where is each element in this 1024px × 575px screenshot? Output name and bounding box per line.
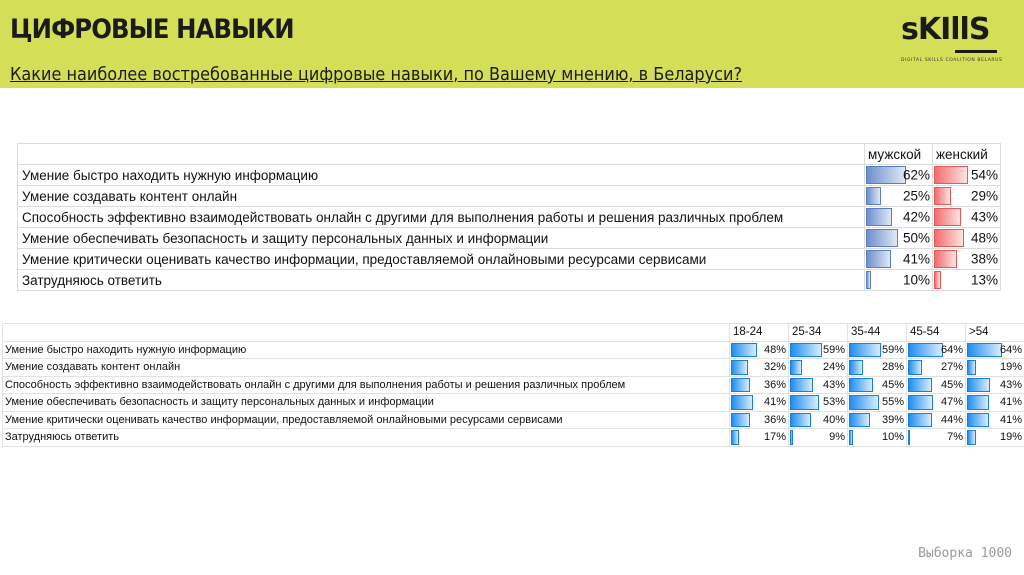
- age-value-cell: [730, 394, 789, 412]
- age-series-header: >54: [966, 324, 1024, 342]
- age-value-cell: [789, 411, 848, 429]
- age-series-header: 35-44: [848, 324, 907, 342]
- age-value-cell: [730, 359, 789, 377]
- age-row: [3, 341, 1024, 359]
- age-bar: [967, 343, 1002, 358]
- gender-value-cell: [865, 249, 933, 270]
- gender-table: [17, 143, 1001, 291]
- age-value-cell: [966, 429, 1024, 447]
- age-value-cell: [730, 429, 789, 447]
- age-data-label: 59%: [822, 343, 845, 356]
- age-bar: [731, 378, 750, 393]
- age-data-label: 24%: [822, 361, 845, 374]
- age-row: [3, 359, 1024, 377]
- gender-data-label: 48%: [970, 230, 998, 246]
- gender-bar: [866, 229, 898, 247]
- age-value-cell: [848, 429, 907, 447]
- age-data-label: 36%: [763, 378, 786, 391]
- age-bar: [967, 395, 989, 410]
- age-value-cell: [907, 376, 966, 394]
- gender-bar: [866, 208, 892, 226]
- age-data-label: 45%: [940, 378, 963, 391]
- age-bar: [731, 430, 739, 445]
- gender-data-label: 29%: [970, 188, 998, 204]
- survey-question: Какие наиболее востребованные цифровые навыки, по Вашему мнению, в Беларуси?: [10, 65, 742, 85]
- age-bar: [908, 413, 932, 428]
- gender-bar: [934, 208, 961, 226]
- age-data-label: 59%: [881, 343, 904, 356]
- age-bar: [790, 413, 811, 428]
- age-series-header: 18-24: [730, 324, 789, 342]
- age-bar: [849, 413, 870, 428]
- age-bar: [967, 430, 976, 445]
- gender-row-label: Умение критически оценивать качество информации, предоставляемой онлайновыми ресурсами сервисами: [18, 249, 865, 270]
- age-value-cell: [789, 376, 848, 394]
- age-data-label: 32%: [763, 361, 786, 374]
- gender-data-label: 42%: [902, 209, 930, 225]
- age-row: [3, 376, 1024, 394]
- gender-bar: [934, 271, 941, 289]
- age-value-cell: [789, 341, 848, 359]
- age-bar: [790, 395, 819, 410]
- gender-value-cell: [933, 165, 1001, 186]
- gender-series-header: женский: [933, 144, 1001, 165]
- age-bar: [790, 430, 793, 445]
- age-value-cell: [907, 394, 966, 412]
- age-value-cell: [789, 429, 848, 447]
- age-table: [2, 323, 1024, 447]
- gender-data-label: 41%: [902, 251, 930, 267]
- gender-row: [18, 207, 1001, 228]
- age-data-label: 45%: [881, 378, 904, 391]
- age-bar: [731, 343, 757, 358]
- age-bar: [967, 413, 989, 428]
- age-value-cell: [907, 411, 966, 429]
- gender-header-blank: [18, 144, 865, 165]
- age-bar: [731, 413, 750, 428]
- age-value-cell: [789, 359, 848, 377]
- age-bar: [908, 395, 933, 410]
- age-data-label: 28%: [881, 361, 904, 374]
- gender-row: [18, 270, 1001, 291]
- gender-data-label: 43%: [970, 209, 998, 225]
- age-header-blank: [3, 324, 730, 342]
- gender-value-cell: [865, 270, 933, 291]
- gender-header-row: [18, 144, 1001, 165]
- gender-bar: [934, 166, 968, 184]
- sample-size-note: Выборка 1000: [918, 546, 1012, 561]
- age-value-cell: [966, 394, 1024, 412]
- age-bar: [967, 360, 976, 375]
- logo-wordmark: sKIllS: [901, 12, 990, 47]
- gender-data-label: 13%: [970, 272, 998, 288]
- gender-row-label: Умение создавать контент онлайн: [18, 186, 865, 207]
- age-bar: [908, 343, 943, 358]
- age-header-row: [3, 324, 1024, 342]
- gender-value-cell: [933, 207, 1001, 228]
- age-value-cell: [966, 359, 1024, 377]
- age-row: [3, 429, 1024, 447]
- age-bar: [908, 360, 922, 375]
- gender-row: [18, 228, 1001, 249]
- gender-row: [18, 165, 1001, 186]
- age-data-label: 48%: [763, 343, 786, 356]
- age-value-cell: [848, 411, 907, 429]
- age-value-cell: [789, 394, 848, 412]
- age-data-label: 64%: [999, 343, 1022, 356]
- age-value-cell: [730, 376, 789, 394]
- age-value-cell: [907, 359, 966, 377]
- age-data-label: 41%: [999, 413, 1022, 426]
- skills-logo: [895, 10, 1007, 70]
- gender-value-cell: [865, 228, 933, 249]
- age-value-cell: [907, 429, 966, 447]
- gender-data-label: 50%: [902, 230, 930, 246]
- age-series-header: 45-54: [907, 324, 966, 342]
- age-data-label: 36%: [763, 413, 786, 426]
- age-bar: [790, 378, 813, 393]
- gender-row-label: Затрудняюсь ответить: [18, 270, 865, 291]
- age-bar: [967, 378, 990, 393]
- age-row: [3, 411, 1024, 429]
- gender-row-label: Умение обеспечивать безопасность и защиту персональных данных и информации: [18, 228, 865, 249]
- age-value-cell: [966, 376, 1024, 394]
- age-data-label: 43%: [999, 378, 1022, 391]
- age-data-label: 19%: [999, 361, 1022, 374]
- age-bar: [731, 395, 753, 410]
- age-value-cell: [730, 411, 789, 429]
- gender-value-cell: [865, 165, 933, 186]
- gender-value-cell: [933, 249, 1001, 270]
- age-data-label: 64%: [940, 343, 963, 356]
- gender-row-label: Умение быстро находить нужную информацию: [18, 165, 865, 186]
- age-bar: [908, 430, 910, 445]
- gender-bar: [934, 250, 957, 268]
- age-row: [3, 394, 1024, 412]
- gender-bar: [866, 187, 881, 205]
- age-data-label: 40%: [822, 413, 845, 426]
- gender-series-header: мужской: [865, 144, 933, 165]
- age-bar: [849, 360, 863, 375]
- gender-bar: [934, 229, 964, 247]
- gender-value-cell: [933, 270, 1001, 291]
- age-data-label: 10%: [881, 431, 904, 444]
- age-data-label: 41%: [763, 396, 786, 409]
- age-data-label: 19%: [999, 431, 1022, 444]
- age-row-label: Умение обеспечивать безопасность и защиту персональных данных и информации: [3, 394, 730, 412]
- age-value-cell: [848, 359, 907, 377]
- gender-row: [18, 249, 1001, 270]
- age-data-label: 55%: [881, 396, 904, 409]
- age-data-label: 7%: [947, 431, 963, 444]
- age-row-label: Способность эффективно взаимодействовать онлайн с другими для выполнения работы и решения различных проблем: [3, 376, 730, 394]
- age-bar: [849, 378, 873, 393]
- gender-value-cell: [865, 207, 933, 228]
- gender-data-label: 54%: [970, 167, 998, 183]
- age-value-cell: [848, 394, 907, 412]
- age-row-label: Умение быстро находить нужную информацию: [3, 341, 730, 359]
- age-row-label: Умение критически оценивать качество информации, предоставляемой онлайновыми ресурсами сервисами: [3, 411, 730, 429]
- gender-bar: [866, 166, 906, 184]
- age-value-cell: [966, 341, 1024, 359]
- age-data-label: 9%: [829, 431, 845, 444]
- age-row-label: Умение создавать контент онлайн: [3, 359, 730, 377]
- age-bar: [908, 378, 932, 393]
- age-series-header: 25-34: [789, 324, 848, 342]
- age-bar: [849, 430, 853, 445]
- gender-value-cell: [865, 186, 933, 207]
- age-bar: [849, 395, 879, 410]
- gender-data-label: 10%: [902, 272, 930, 288]
- age-data-label: 39%: [881, 413, 904, 426]
- age-data-label: 17%: [763, 431, 786, 444]
- age-value-cell: [966, 411, 1024, 429]
- gender-data-label: 25%: [902, 188, 930, 204]
- page-title: ЦИФРОВЫЕ НАВЫКИ: [10, 14, 294, 45]
- age-value-cell: [907, 341, 966, 359]
- age-bar: [790, 360, 802, 375]
- gender-row: [18, 186, 1001, 207]
- age-value-cell: [848, 376, 907, 394]
- age-bar: [790, 343, 822, 358]
- age-value-cell: [848, 341, 907, 359]
- logo-underline: [955, 50, 997, 53]
- gender-value-cell: [933, 186, 1001, 207]
- gender-bar: [934, 187, 951, 205]
- gender-value-cell: [933, 228, 1001, 249]
- gender-bar: [866, 250, 891, 268]
- age-data-label: 47%: [940, 396, 963, 409]
- age-bar: [731, 360, 748, 375]
- age-data-label: 41%: [999, 396, 1022, 409]
- age-data-label: 27%: [940, 361, 963, 374]
- age-value-cell: [730, 341, 789, 359]
- gender-data-label: 62%: [902, 167, 930, 183]
- gender-bar: [866, 271, 871, 289]
- age-bar: [849, 343, 881, 358]
- header-banner: [0, 0, 1024, 88]
- age-data-label: 53%: [822, 396, 845, 409]
- gender-data-label: 38%: [970, 251, 998, 267]
- gender-row-label: Способность эффективно взаимодействовать онлайн с другими для выполнения работы и решения различных проблем: [18, 207, 865, 228]
- logo-tagline: DIGITAL SKILLS COALITION BELARUS: [901, 58, 1003, 63]
- age-row-label: Затрудняюсь ответить: [3, 429, 730, 447]
- age-data-label: 44%: [940, 413, 963, 426]
- age-data-label: 43%: [822, 378, 845, 391]
